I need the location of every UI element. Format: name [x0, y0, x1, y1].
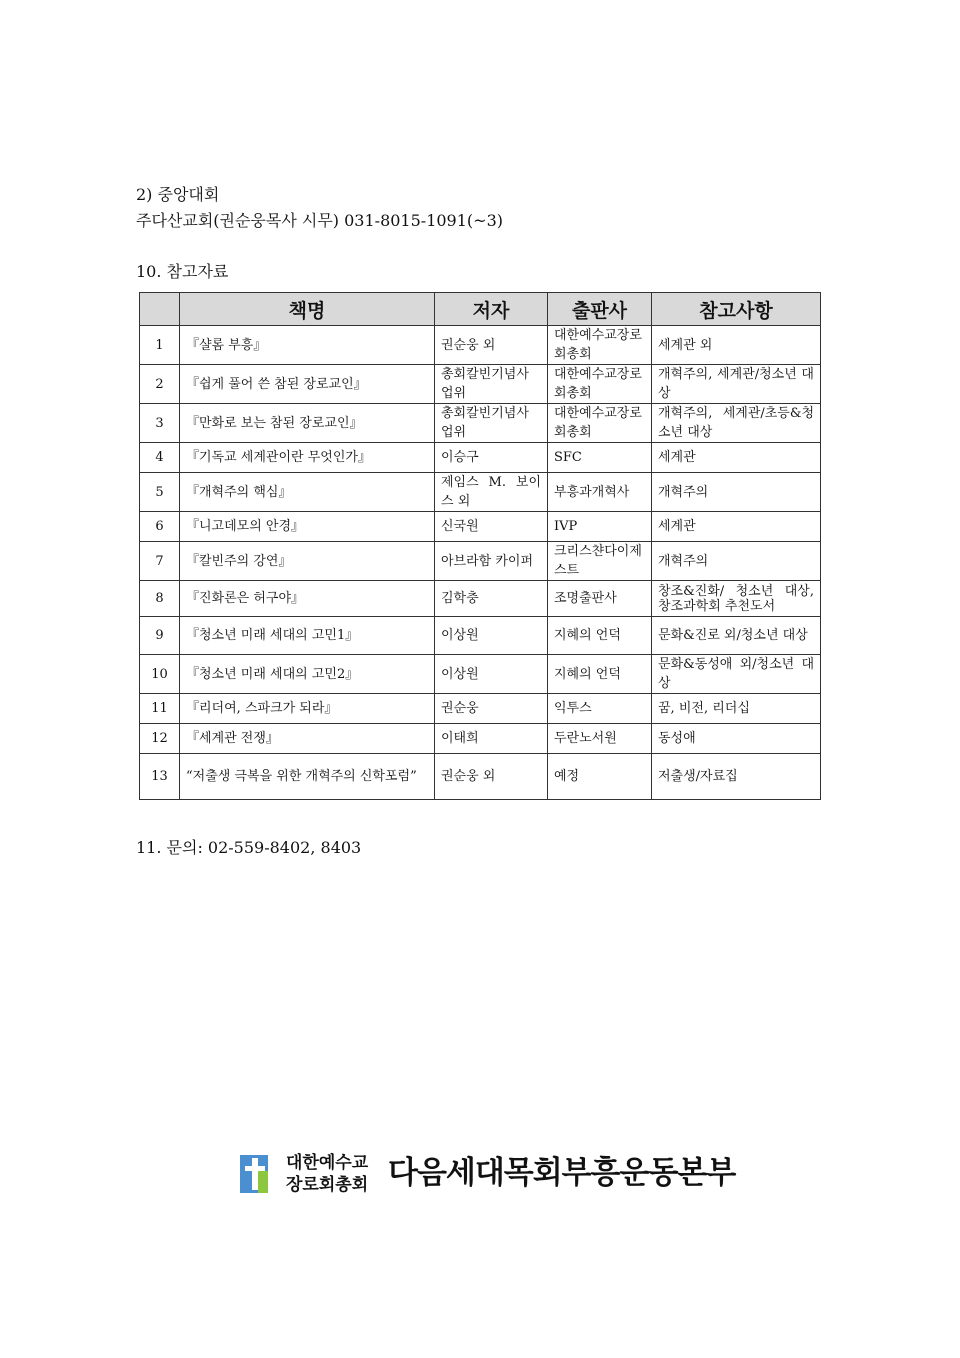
reference-table	[139, 292, 821, 800]
book-author: 이승구	[435, 443, 548, 473]
table-row	[140, 404, 821, 443]
header-note: 참고사항	[652, 293, 821, 326]
book-publisher: 예정	[548, 754, 652, 800]
book-publisher: 대한예수교장로회총회	[548, 404, 652, 443]
header-author: 저자	[435, 293, 548, 326]
table-row	[140, 581, 821, 617]
book-note: 개혁주의	[652, 473, 821, 512]
book-note: 문화&동성애 외/청소년 대상	[652, 655, 821, 694]
book-title: 『리더여, 스파크가 되라』	[180, 694, 435, 724]
row-number: 7	[140, 542, 180, 581]
book-author: 총회칼빈기념사업위	[435, 365, 548, 404]
book-publisher: 익투스	[548, 694, 652, 724]
book-note: 세계관	[652, 443, 821, 473]
row-number: 13	[140, 754, 180, 800]
book-title: 『세계관 전쟁』	[180, 724, 435, 754]
book-note: 세계관	[652, 512, 821, 542]
book-publisher: 지혜의 언덕	[548, 617, 652, 655]
book-note: 문화&진로 외/청소년 대상	[652, 617, 821, 655]
row-number: 12	[140, 724, 180, 754]
book-publisher: 대한예수교장로회총회	[548, 365, 652, 404]
book-publisher: 조명출판사	[548, 581, 652, 617]
book-title: 『기독교 세계관이란 무엇인가』	[180, 443, 435, 473]
row-number: 2	[140, 365, 180, 404]
book-publisher: IVP	[548, 512, 652, 542]
header-no	[140, 293, 180, 326]
row-number: 10	[140, 655, 180, 694]
book-author: 김학충	[435, 581, 548, 617]
section-refs-heading: 10. 참고자료	[136, 262, 229, 281]
book-author: 이상원	[435, 617, 548, 655]
org-name	[286, 1152, 368, 1196]
book-publisher: 부흥과개혁사	[548, 473, 652, 512]
book-publisher: 두란노서원	[548, 724, 652, 754]
cross-logo-icon	[240, 1155, 268, 1193]
book-title: 『만화로 보는 참된 장로교인』	[180, 404, 435, 443]
table-row	[140, 694, 821, 724]
table-row	[140, 724, 821, 754]
book-note: 창조&진화/ 청소년 대상, 창조과학회 추천도서	[652, 581, 821, 617]
book-title: 『진화론은 허구야』	[180, 581, 435, 617]
book-title: 『니고데모의 안경』	[180, 512, 435, 542]
book-note: 개혁주의, 세계관/초등&청소년 대상	[652, 404, 821, 443]
table-header-row	[140, 293, 821, 326]
book-note: 개혁주의, 세계관/청소년 대상	[652, 365, 821, 404]
table-row	[140, 365, 821, 404]
book-author: 권순웅 외	[435, 326, 548, 365]
book-author: 제임스 M. 보이스 외	[435, 473, 548, 512]
book-publisher: 지혜의 언덕	[548, 655, 652, 694]
table-row	[140, 512, 821, 542]
book-note: 동성애	[652, 724, 821, 754]
book-author: 신국원	[435, 512, 548, 542]
book-author: 권순웅	[435, 694, 548, 724]
book-author: 총회칼빈기념사업위	[435, 404, 548, 443]
table-row	[140, 655, 821, 694]
book-note: 개혁주의	[652, 542, 821, 581]
row-number: 8	[140, 581, 180, 617]
book-publisher: 크리스챤다이제스트	[548, 542, 652, 581]
row-number: 6	[140, 512, 180, 542]
book-publisher: SFC	[548, 443, 652, 473]
table-row	[140, 326, 821, 365]
book-title: 『칼빈주의 강연』	[180, 542, 435, 581]
row-number: 5	[140, 473, 180, 512]
org-name-line2: 장로회총회	[286, 1175, 369, 1195]
table-row	[140, 473, 821, 512]
book-author: 이상원	[435, 655, 548, 694]
row-number: 9	[140, 617, 180, 655]
org-name-line1: 대한예수교	[286, 1153, 369, 1173]
table-row	[140, 754, 821, 800]
section-central-heading: 2) 중앙대회	[136, 185, 220, 204]
book-note: 저출생/자료집	[652, 754, 821, 800]
book-title: 『청소년 미래 세대의 고민1』	[180, 617, 435, 655]
inquiry-line: 11. 문의: 02-559-8402, 8403	[136, 838, 362, 857]
row-number: 11	[140, 694, 180, 724]
central-contact: 주다산교회(권순웅목사 시무) 031-8015-1091(~3)	[136, 211, 503, 230]
book-title: 『개혁주의 핵심』	[180, 473, 435, 512]
header-title: 책명	[180, 293, 435, 326]
book-publisher: 대한예수교장로회총회	[548, 326, 652, 365]
book-title: 『쉽게 풀어 쓴 참된 장로교인』	[180, 365, 435, 404]
row-number: 1	[140, 326, 180, 365]
book-author: 이태희	[435, 724, 548, 754]
row-number: 4	[140, 443, 180, 473]
row-number: 3	[140, 404, 180, 443]
table-row	[140, 542, 821, 581]
book-note: 꿈, 비전, 리더십	[652, 694, 821, 724]
department-name: 다음세대목회부흥운동본부	[388, 1155, 736, 1191]
book-author: 아브라함 카이퍼	[435, 542, 548, 581]
book-title: 『샬롬 부흥』	[180, 326, 435, 365]
book-note: 세계관 외	[652, 326, 821, 365]
book-title: “저출생 극복을 위한 개혁주의 신학포럼”	[180, 754, 435, 800]
book-author: 권순웅 외	[435, 754, 548, 800]
table-row	[140, 443, 821, 473]
header-publisher: 출판사	[548, 293, 652, 326]
table-row	[140, 617, 821, 655]
book-title: 『청소년 미래 세대의 고민2』	[180, 655, 435, 694]
